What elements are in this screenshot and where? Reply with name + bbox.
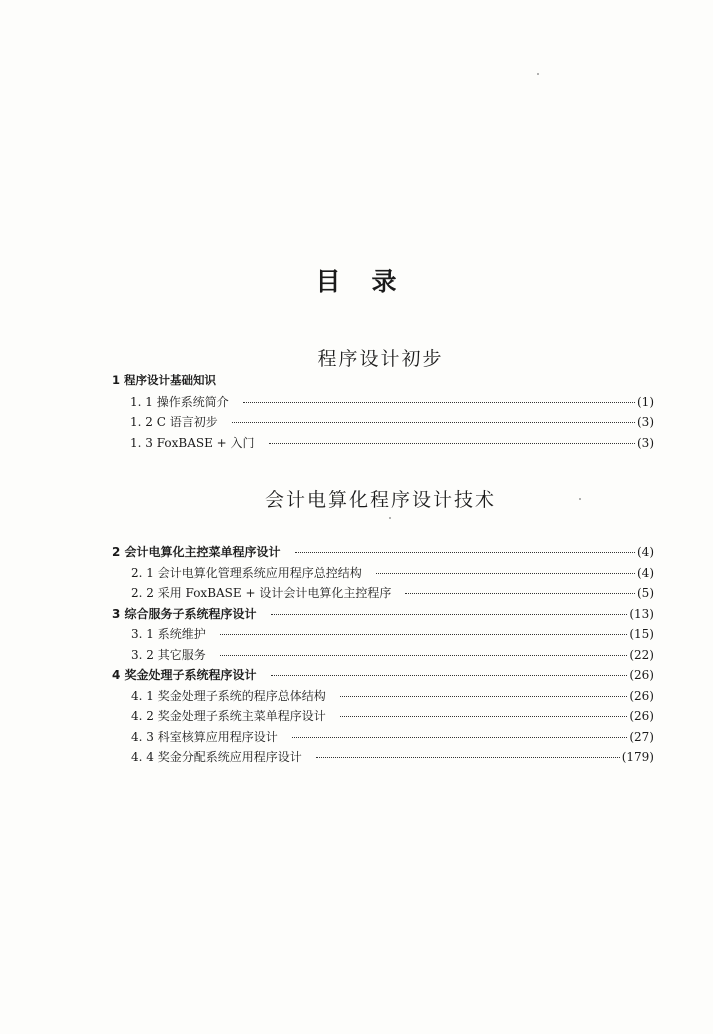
toc-page-number: (3) [637,415,654,429]
toc-page-number: (4) [637,565,654,580]
toc-section-row [112,687,654,708]
toc-section-row [112,728,654,749]
title-char-1: 目 [315,267,342,296]
dot-leader [295,552,635,553]
toc-section-row [112,434,654,455]
dot-leader [340,696,628,697]
toc-block-part-2 [112,543,654,769]
toc-entry-label: 4. 4 奖金分配系统应用程序设计 [131,750,302,764]
toc-chapter-row [112,543,654,564]
dot-leader [220,634,628,635]
dot-leader [376,573,635,574]
dot-leader [243,402,635,403]
toc-section-row [112,393,654,414]
toc-section-row [112,707,654,728]
toc-entry-label: 3. 2 其它服务 [131,647,206,662]
scan-speck [537,73,539,75]
toc-page-number: (5) [637,586,654,600]
toc-page-number: (13) [629,606,654,621]
toc-entry-label: 4 奖金处理子系统程序设计 [112,668,257,682]
page-title [0,262,713,298]
toc-entry-label: 4. 3 科室核算应用程序设计 [131,729,278,744]
toc-page-number: (179) [621,750,654,764]
toc-block-part-1 [112,372,654,454]
toc-section-row [112,646,654,667]
toc-chapter-row [112,666,654,687]
toc-entry-label: 3 综合服务子系统程序设计 [112,606,257,621]
toc-entry-label: 4. 2 奖金处理子系统主菜单程序设计 [131,709,326,723]
toc-section-row [112,748,654,769]
toc-entry-label: 2. 1 会计电算化管理系统应用程序总控结构 [131,565,362,580]
toc-entry-label: 2 会计电算化主控菜单程序设计 [112,545,281,559]
title-char-2: 录 [371,267,398,296]
toc-entry-label: 1. 3 FoxBASE + 入门 [130,435,255,450]
toc-entry-label: 4. 1 奖金处理子系统的程序总体结构 [131,688,326,703]
toc-page-number: (27) [629,729,654,744]
toc-page-number: (26) [629,709,654,723]
part-heading-1: 程序设计初步 [317,348,444,370]
scan-speck [579,498,581,500]
toc-section-row [112,625,654,646]
dot-leader [220,655,628,656]
toc-entry-label: 3. 1 系统维护 [131,627,206,641]
toc-section-row [112,584,654,605]
toc-entry-label: 2. 2 采用 FoxBASE + 设计会计电算化主控程序 [131,586,392,600]
toc-section-row [112,413,654,434]
dot-leader [269,443,635,444]
dot-leader [271,675,628,676]
dot-leader [340,716,628,717]
toc-entry-label: 1. 2 C 语言初步 [130,415,218,429]
toc-chapter-row [112,605,654,626]
toc-page-number: (26) [629,688,654,703]
toc-page-number: (3) [637,435,654,450]
dot-leader [271,614,628,615]
scan-speck [389,517,391,519]
toc-page-number: (22) [629,647,654,662]
toc-page-number: (4) [637,545,654,559]
toc-chapter-row [112,372,654,393]
toc-page-number: (15) [629,627,654,641]
dot-leader [232,422,635,423]
dot-leader [405,593,635,594]
part-heading-2: 会计电算化程序设计技术 [264,489,496,511]
dot-leader [316,757,620,758]
toc-section-row [112,564,654,585]
dot-leader [292,737,628,738]
toc-page-number: (1) [637,394,654,409]
toc-entry-label: 1. 1 操作系统简介 [130,394,229,409]
toc-page-number: (26) [629,668,654,682]
toc-entry-label: 1 程序设计基础知识 [112,373,217,387]
